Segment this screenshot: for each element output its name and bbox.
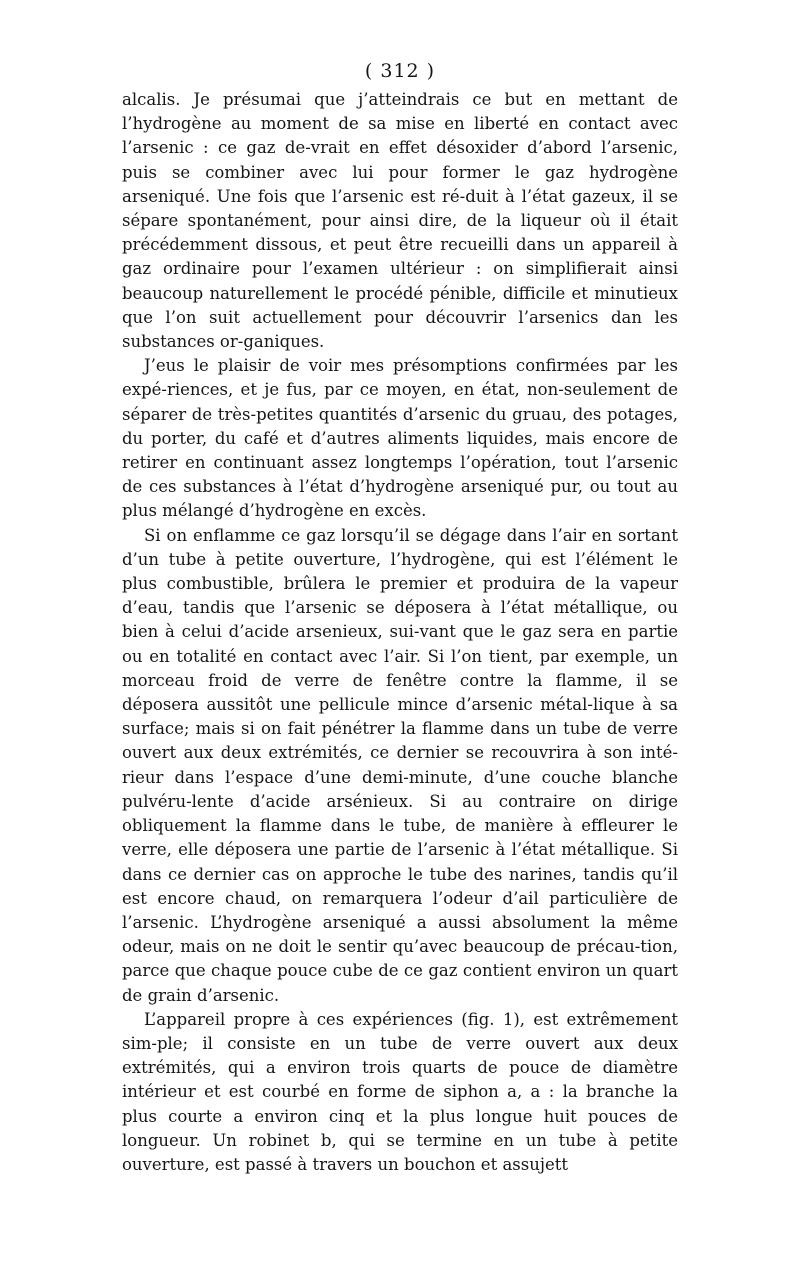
paragraph-3: Si on enflamme ce gaz lorsqu’il se dégage dans l’air en sortant d’un tube à petite ouverture, l’hydrogène, qui est l’élément le plus combustible, brûlera le premier et produira de la vapeur d’eau, tandis que l’arsenic se déposera à l’état métallique, ou bien à celui d’acide arsenieux, sui-vant que le gaz sera en partie ou en totalité en contact avec l’air. Si l’on tient, par exemple, un morceau froid de verre de fenêtre contre la flamme, il se déposera aussitôt une pellicule mince d’arsenic métal-lique à sa surface; mais si on fait pénétrer la flamme dans un tube de verre ouvert aux deux extrémités, ce dernier se recouvrira à son inté-rieur dans l’espace d’une demi-minute, d’une couche blanche pulvéru-lente d’acide arsénieux. Si au contraire on dirige obliquement la flamme dans le tube, de manière à effleurer le verre, elle déposera une partie de l’arsenic à l’état métallique. Si dans ce dernier cas on approche le tube des narines, tandis qu’il est encore chaud, on remarquera l’odeur d’ail particulière de l’arsenic. L’hydrogène arseniqué a aussi absolument la même odeur, mais on ne doit le sentir qu’avec beaucoup de précau-tion, parce que chaque pouce cube de ce gaz contient environ un quart de grain d’arsenic.	[122, 525, 678, 1005]
paragraph-4: L’appareil propre à ces expériences (fig. 1), est extrêmement sim-ple; il consiste en un tube de verre ouvert aux deux extrémités, qui a environ trois quarts de pouce de diamètre intérieur et est courbé en forme de siphon a, a : la branche la plus courte a environ cinq et la plus longue huit pouces de longueur. Un robinet b, qui se termine en un tube à petite ouverture, est passé à travers un bouchon et assujett	[122, 1009, 678, 1174]
paragraph-2: J’eus le plaisir de voir mes présomptions confirmées par les expé-riences, et je fus, par ce moyen, en état, non-seulement de séparer de très-petites quantités d’arsenic du gruau, des potages, du porter, du café et d’autres aliments liquides, mais encore de retirer en continuant assez longtemps l’opération, tout l’arsenic de ces substances à l’état d’hydrogène arseniqué pur, ou tout au plus mélangé d’hydrogène en excès.	[122, 356, 678, 521]
page-number: ( 312 )	[364, 60, 436, 82]
book-page	[122, 58, 678, 1177]
paragraph-1: alcalis. Je présumai que j’atteindrais ce but en mettant de l’hydrogène au moment de sa mise en liberté en contact avec l’arsenic : ce gaz de-vrait en effet désoxider d’abord l’arsenic, puis se combiner avec lui pour former le gaz hydrogène arseniqué. Une fois que l’arsenic est ré-duit à l’état gazeux, il se sépare spontanément, pour ainsi dire, de la liqueur où il était précédemment dissous, et peut être recueilli dans un appareil à gaz ordinaire pour l’examen ultérieur : on simplifierait ainsi beaucoup naturellement le procédé pénible, difficile et minutieux que l’on suit actuellement pour découvrir l’arsenics dan les substances or-ganiques.	[122, 90, 678, 352]
